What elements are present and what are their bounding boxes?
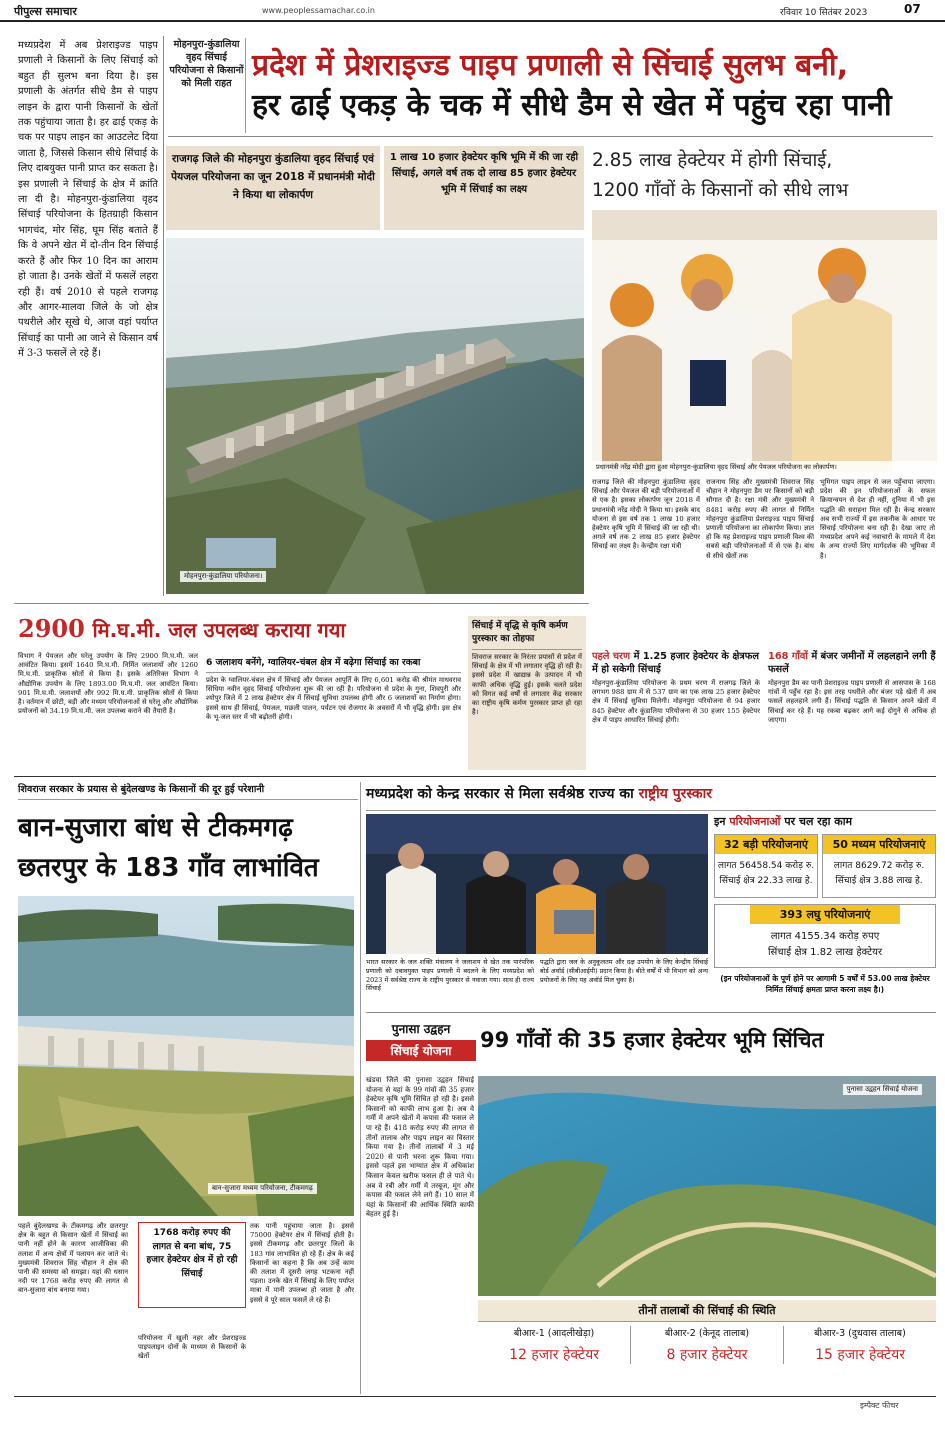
water-headline-number: 2900 (18, 614, 85, 643)
villages168-box (768, 650, 936, 774)
projects-title-post: पर चल रहा काम (784, 815, 853, 828)
krishi-award-head: सिंचाई में वृद्धि से कृषि कर्मण पुरस्कार का तोहफा (472, 620, 582, 650)
right-subhead (592, 146, 937, 206)
headline-line-1: प्रदेश में प्रेशराइज्ड पाइप प्रणाली से सिंचाई सुलभ बनी, (252, 48, 849, 83)
bundelkhand-quote: 1768 करोड़ रुपए की लागत से बना बांध, 75 हजार हेक्टेयर क्षेत्र में हो रही सिंचाई (146, 1228, 238, 1279)
gwalior-text: प्रदेश के ग्वालियर-चंबल क्षेत्र में सिंचाई और पेयजल आपूर्ति के लिए 6,601 करोड़ की श्रीमंत माधवराव सिंधिया नवीन वृहद सिंचाई परियोजना शुरू की जा रही है। परियोजना से प्रदेश के गुना, शिवपुरी और श्योपुर जिले में 2 लाख हेक्टेयर क्षेत्र में सिंचाई सुविधा उपलब्ध होगी और 6 जलाशयों का निर्माण होगा। इससे साथ ही सिंचाई, पेयजल, मछली पालन, पर्यटन एवं रोजगार के अवसरों में भी वृद्धि होगी। इस क्षेत्र के भू-जल स्तर में भी बढ़ोतरी होगी। (206, 676, 461, 721)
bundelkhand-col-1: पहले बुंदेलखण्ड के टीकमगढ़ और छतरपुर क्षेत्र के बहुत से किसान खेतों में सिंचाई का पानी नहीं होने के कारण आजीविका की तलाश में अन्य क्षेत्रों में पलायन कर जाते थे। मुख्यमंत्री शिवराज सिंह चौहान ने क्षेत्र की पानी की समस्या को समझा। यहां की धसान नदी पर 1768 करोड़ रुपए की लागत से बान-सुजारा बांध बनाया गया। (18, 1222, 128, 1295)
punasa-photo-caption: पुनासा उद्वहन सिंचाई योजना (843, 1084, 922, 1095)
krishi-award-box (468, 616, 586, 770)
callout-hectare: 1 लाख 10 हजार हेक्टेयर कृषि भूमि में की जा रही सिंचाई, अगले वर्ष तक दो लाख 85 हजार हेक्टेयर भूमि में सिंचाई का लक्ष्य (384, 146, 584, 230)
bundelkhand-col-2: परियोजना में खुली नहर और प्रेशराइज्ड पाइपलाइन दोनों के माध्यम से किसानों के खेतों (138, 1334, 246, 1361)
bundelkhand-headline-line-2: छतरपुर के 183 गाँव लाभांवित (18, 853, 319, 883)
krishi-award-text: शिवराज सरकार के निरंतर प्रयासों से प्रदेश में सिंचाई के क्षेत्र में भी लगातार वृद्धि हो रही है। इससे प्रदेश में खाद्यान्न के उत्पादन में भी काफी अधिक वृद्धि हुई। इसके चलते प्रदेश को विगत कई वर्षों से लगातार केंद्र सरकार का राष्ट्रीय कृषि कर्मण पुरस्कार प्राप्त हो रहा है। (472, 653, 582, 717)
bundelkhand-headline-line-1: बान-सुजारा बांध से टीकमगढ़ (18, 813, 293, 843)
projects-title (714, 814, 936, 829)
water-text: विभाग ने पेयजल और घरेलू उपयोग के लिए 2900 मि.घ.मी. जल आवंटित किया। इसमें 1640 मि.घ.मी. निर्मित जलाशयों और 1260 मि.घ.मी. प्राकृतिक स्रोतों से किया है। इसके अतिरिक्त विभाग ने औद्योगिक उपयोग के लिए 1893.00 मि.घ.मी. जल आवंटित किया। 901 मि.घ.मी. जलाशयों और 992 मि.घ.मी. प्राकृतिक स्रोतों से किया है। वर्तमान में छोटी, बड़ी और मध्यम परियोजनाओं से घरेलू और औद्योगिक प्रयोजनों को 34.19 मि.घ.मी. जल उपलब्ध कराने की तैयारी है। (18, 652, 198, 716)
ban-sujara-photo (18, 896, 354, 1216)
villages168-tag: 168 गाँवों (768, 651, 808, 662)
ban-sujara-caption: बान-सुजारा मध्यम परियोजना, टीकमगढ़ (208, 1183, 317, 1194)
big-projects-box (714, 834, 818, 898)
bundelkhand-col-3: तक पानी पहुंचाया जाता है। इससे 75000 हेक्टेयर क्षेत्र में सिंचाई होती है। इससे टीकमगढ़ और छतरपुर जिलों के 183 गांव लाभांवित हो रहे हैं। क्षेत्र के कई किसानों का कहना है कि अब उन्हें काम की तलाश में दूसरी जगह भटकना नहीं पड़ता। उनके खेत में सिंचाई के लिए पर्याप्त मात्रा में पानी उपलब्ध हो जाता है और इससे वे पूरे साल फसलें ले रहे हैं। (250, 1222, 354, 1304)
dam-illustration (166, 238, 584, 594)
punasa-tag-2: सिंचाई योजना (366, 1040, 476, 1061)
pond-3-name: बीआर-3 (दुधवास तालाब) (814, 1328, 906, 1339)
punasa-tag-box (366, 1020, 476, 1070)
right-subhead-line-2: 1200 गाँवों के किसानों को सीधे लाभ (592, 180, 849, 201)
villages168-head (768, 650, 936, 676)
projects-title-pre: इन (714, 815, 726, 828)
pond-1-value: 12 हजार हेक्टेयर (509, 1347, 599, 1363)
villages168-text: मोहनपुरा डैम का पानी प्रेशराइज्ड पाइप प्रणाली से आसपास के 168 गांवों में पहुँच रहा है। इस तरह पथरीले और बंजर पड़े खेतों में अब फसलें लहलहाने लगी हैं। सिंचाई पद्धति से किसान अपने खेतों में सिंचाई कर रहे हैं। यह रकबा बढ़कर आगे कई दोगुने से अधिक हो जाएगा। (768, 679, 936, 724)
issue-date: रविवार 10 सितंबर 2023 (780, 8, 868, 18)
bundelkhand-kicker: शिवराज सरकार के प्रयास से बुंदेलखण्ड के किसानों की दूर हुई परेशानी (18, 782, 358, 800)
national-award-headline-pre: मध्यप्रदेश को केन्द्र सरकार से मिला सर्वश्रेष्ठ राज्य का (366, 786, 634, 802)
gwalior-box (206, 656, 461, 768)
ponds-table-title: तीनों तालाबों की सिंचाई की स्थिति (478, 1300, 936, 1322)
award-ceremony-illustration (366, 814, 708, 954)
punasa-tag-1: पुनासा उद्वहन (391, 1022, 451, 1036)
dam-photo-caption: मोहनपुरा-कुंडालिया परियोजना। (180, 571, 266, 582)
phase1-head-text: में 1.25 हजार हेक्टेयर के क्षेत्रफल में हो सकेगी सिंचाई (592, 651, 759, 675)
big-projects-cost: लागत 56458.54 करोड़ रु. (717, 861, 815, 871)
big-projects-label: 32 बड़ी परियोजनाएं (715, 835, 817, 854)
punasa-headline: 99 गाँवों की 35 हजार हेक्टेयर भूमि सिंचित (480, 1028, 824, 1052)
mid-projects-area: सिंचाई क्षेत्र 3.88 लाख हे. (835, 876, 923, 886)
ban-sujara-illustration (18, 896, 354, 1216)
brand-name: पीपुल्स समाचार (14, 5, 77, 18)
pond-2-value: 8 हजार हेक्टेयर (666, 1347, 748, 1363)
gwalior-head: 6 जलाशय बनेंगे, ग्वालियर-चंबल क्षेत्र में बढ़ेगा सिंचाई का रकबा (206, 656, 461, 673)
left-intro-text: मध्यप्रदेश में अब प्रेशराइज्ड पाइप प्रणाली ने किसानों के लिए सिंचाई को बहुत ही सुलभ बना दिया है। इस प्रणाली के अंतर्गत सीधे डैम से पाइप लाइन के द्वारा पानी किसानों के खेतों तक पहुंचाया जाता है। हर ढाई एकड़ के चक पर पाइप लाइन का आउटलेट दिया जाता है, जिससे किसान सीधे सिंचाई के लिए दाबयुक्त पानी प्राप्त कर सकता है। इस प्रणाली ने सिंचाई के क्षेत्र में क्रांति ला दी है। मोहनपुरा-कुंडालिया वृहद सिंचाई परियोजना के हितग्राही किसान भागचंद, मोर सिंह, घूम सिंह बताते हैं कि वे अपने खेत में दो-तीन दिन सिंचाई करते हैं और फिर 10 दिन का आराम हो जाता है। उनके खेतों में फसलें लहरा रही हैं। वर्ष 2010 से पहले राजगढ़ और आगर-मालवा जिले के जो क्षेत्र पथरीले और सूखे थे, आज वहां पर्याप्त सिंचाई का पानी आ जाने से किसान वर्ष में 3-3 फसलें ले रहे हैं। (18, 40, 158, 360)
punasa-photo (478, 1076, 936, 1296)
water-headline (18, 612, 468, 647)
pond-2 (630, 1326, 783, 1364)
projects-title-highlight: परियोजनाओं (729, 815, 781, 828)
mid-projects-cost: लागत 8629.72 करोड़ रु. (833, 861, 925, 871)
bundelkhand-headline (18, 808, 358, 888)
kicker-box (168, 38, 246, 133)
award-ceremony-photo (366, 814, 708, 954)
pm-illustration (592, 210, 937, 472)
pond-3-value: 15 हजार हेक्टेयर (815, 1347, 905, 1363)
footer-label: इम्पैक्ट फीचर (860, 1401, 899, 1410)
right-subhead-line-1: 2.85 लाख हेक्टेयर में होगी सिंचाई, (592, 150, 833, 171)
small-projects-box (714, 904, 936, 968)
phase1-head (592, 650, 760, 676)
bundelkhand-quote-box (138, 1222, 246, 1308)
phase1-box (592, 650, 760, 774)
mid-projects-box (822, 834, 936, 898)
pond-1-name: बीआर-1 (आदलीखेड़ा) (513, 1328, 595, 1339)
award-caption-2: पद्धति द्वारा जल के अनुकूलतम और दक्ष उपयोग के लिए केन्द्रीय सिंचाई बोर्ड अवॉर्ड (सीबीआईपी) प्रदान किया है। बीते वर्षों में भी विभाग को अन्य प्रयोजनों के लिए यह अवॉर्ड मिल चुका है। (540, 958, 708, 984)
pm-event-photo (592, 210, 937, 472)
mid-projects-label: 50 मध्यम परियोजनाएं (823, 835, 935, 854)
ponds-table (478, 1300, 936, 1384)
big-projects-area: सिंचाई क्षेत्र 22.33 लाख हे. (719, 876, 813, 886)
small-projects-label: 393 लघु परियोजनाएं (750, 905, 900, 924)
national-award-headline-highlight: राष्ट्रीय पुरस्कार (638, 786, 712, 802)
small-projects-area: सिंचाई क्षेत्र 1.82 लाख हेक्टेयर (767, 947, 883, 958)
main-headline (252, 46, 932, 126)
mohanpura-dam-photo (166, 238, 584, 594)
punasa-text: खंडवा जिले की पुनासा उद्वहन सिंचाई योजना से यहां के 99 गांवों की 35 हजार हेक्टेयर कृषि भूमि सिंचित हो रही है। इससे किसानों को काफी लाभ हुआ है। अब वे गर्मी में अपने खेतों में कपास की फसल ले पा रहे हैं। 418 करोड़ रुपए की लागत से तीनों तालाब और पाइप लाइन का विस्तार किया गया है। तीनों तालाबों में 3 मई 2020 से पानी भरना शुरू किया गया। इससे पहले इस भाग्यात क्षेत्र में अधिकांश किसान केवल खरीफ फसल ही ले पाते थे। अब वे रबी और गर्मी में तरबूज, मूंग और कपास की फसल लेने लगे हैं। 10 साल में यहां के किसानों की आर्थिक स्थिति काफी बेहतर हुई है। (366, 1076, 474, 1219)
water-headline-rest: मि.घ.मी. जल उपलब्ध कराया गया (92, 618, 346, 642)
page-number: 07 (904, 2, 921, 16)
punasa-illustration (478, 1076, 936, 1296)
callout-lokarpan: राजगढ़ जिले की मोहनपुरा कुंडालिया वृहद सिंचाई एवं पेयजल परियोजना का जून 2018 में प्रधानमंत्री मोदी ने किया था लोकार्पण (166, 146, 380, 230)
national-award-headline (366, 782, 936, 811)
small-projects-cost: लागत 4155.34 करोड़ रुपए (770, 931, 880, 942)
pond-2-name: बीआर-2 (केनूद तालाब) (664, 1328, 750, 1339)
villages168-head-text: में बंजर जमीनों में लहलहाने लगी हैं फसलें (768, 651, 936, 675)
headline-line-2: हर ढाई एकड़ के चक में सीधे डैम से खेत में पहुंच रहा पानी (252, 88, 892, 123)
pm-text-col-2: राजनाथ सिंह और मुख्यमंत्री शिवराज सिंह चौहान ने मोहनपुरा डैम पर किसानों को बड़ी सौगात दी है। रक्षा मंत्री और मुख्यमंत्री ने 8481 करोड़ रुपए की लागत से निर्मित मोहनपुरा कुंडालिया प्रेशराइज्ड पाइप सिंचाई प्रणाली परियोजना का लोकार्पण किया। ज्ञात हो कि यह प्रेशराइज्ड पाइप प्रणाली विश्व की सबसे बड़ी परियोजनाओं में से एक है। बांध से सीधे खेतों तक (706, 478, 814, 560)
pond-3 (783, 1326, 936, 1364)
pm-text-col-1: राजगढ़ जिले की मोहनपुरा कुंडालिया वृहद सिंचाई और पेयजल की बड़ी परियोजनाओं में से एक है। इसका लोकार्पण जून 2018 में प्रधानमंत्री नरेंद्र मोदी ने किया था। इसके बाद योजना से इस वर्ष तक 1 लाख 10 हजार हेक्टेयर कृषि भूमि में सिंचाई की जा रही थी। अगले वर्ष तक 2 लाख 85 हजार हेक्टेयर सिंचाई का लक्ष्य है। केन्द्रीय रक्षा मंत्री (592, 478, 700, 551)
phase1-tag: पहले चरण (592, 651, 631, 662)
projects-note: (इन परियोजनाओं के पूर्ण होने पर आगामी 5 वर्षों में 53.00 लाख हेक्टेयर निर्मित सिंचाई क्षमता प्राप्त करना लक्ष्य है।) (720, 974, 930, 994)
site-url[interactable]: www.peoplessamachar.co.in (262, 6, 375, 15)
pond-1 (478, 1326, 630, 1364)
pm-photo-caption: प्रधानमंत्री नरेंद्र मोदी द्वारा हुआ मोहनपुरा-कुंडालिया वृहद सिंचाई और पेयजल परियोजना का लोकार्पण। (592, 461, 937, 472)
pm-text-col-3: भूमिगत पाइप लाइन से जल पहुँचाया जाएगा। प्रदेश की इन परियोजनाओं के सफल क्रियान्वयन से देश ही नहीं, दुनिया में भी इस पद्धति की सराहना मिल रही है। केन्द्र सरकार अब सभी राज्यों में इस तकनीक के आधार पर सिंचाई परियोजना बना रही है। देखा जाए तो मध्यप्रदेश अपने कई नवाचारों के मामले में देश के अन्य राज्यों लिए मार्गदर्शक की भूमिका में है। (820, 478, 935, 560)
award-caption-1: भारत सरकार के जल शक्ति मंत्रालय ने जलाशय से खेत तक पारंपरिक प्रणाली को दबावयुक्त पाइप प्रणाली में बदलने के लिए मध्यप्रदेश को 2023 में सर्वश्रेष्ठ राज्य के राष्ट्रीय पुरस्कार से नवाजा गया। साथ ही राज्य सिंचाई (366, 958, 534, 993)
phase1-text: मोहनपुरा-कुंडालिया परियोजना के प्रथम चरण में राजगढ़ जिले के लगभग 988 ग्राम में से 537 ग्राम का एक लाख 25 हजार हेक्टेयर क्षेत्र में सिंचाई सुविधा मिलेगी। मोहनपुरा परियोजना से 94 हजार 845 हेक्टेयर और कुंडालिया परियोजना से 30 हजार 155 हेक्टेयर क्षेत्र में पाइप आधारित सिंचाई होगी। (592, 679, 760, 724)
kicker-text: मोहनपुरा-कुंडालिया वृहद सिंचाई परियोजना से किसानों को मिली राहत (169, 39, 244, 89)
